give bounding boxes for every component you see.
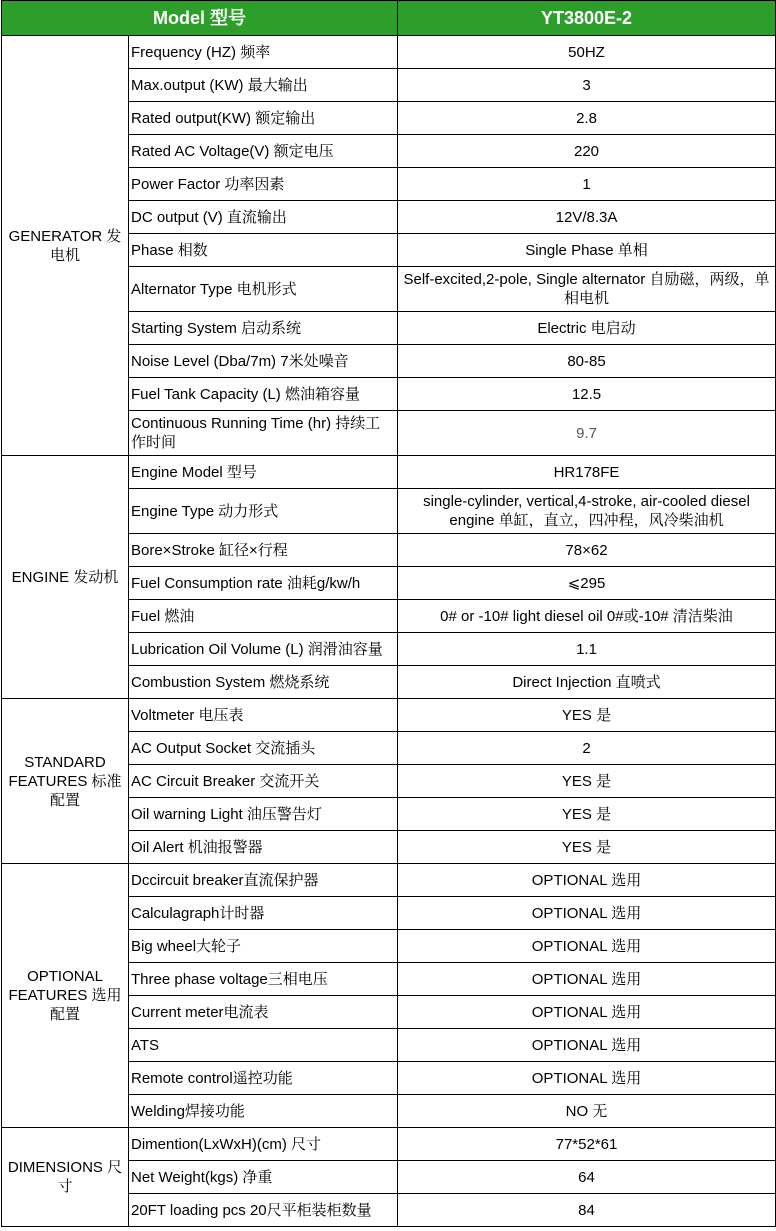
param-cell: Calculagraph计时器 — [129, 897, 398, 930]
value-cell: Direct Injection 直喷式 — [398, 666, 776, 699]
param-cell: ATS — [129, 1029, 398, 1062]
param-cell: Welding焊接功能 — [129, 1095, 398, 1128]
spec-table — [1, 0, 776, 1227]
param-cell: Fuel Tank Capacity (L) 燃油箱容量 — [129, 378, 398, 411]
value-cell: OPTIONAL 选用 — [398, 1029, 776, 1062]
value-cell: 78×62 — [398, 534, 776, 567]
param-cell: Engine Type 动力形式 — [129, 489, 398, 534]
value-cell: HR178FE — [398, 456, 776, 489]
param-cell: Current meter电流表 — [129, 996, 398, 1029]
param-cell: Remote control遥控功能 — [129, 1062, 398, 1095]
value-cell: 0# or -10# light diesel oil 0#或-10# 清洁柴油 — [398, 600, 776, 633]
table-row — [2, 699, 776, 732]
param-cell: AC Output Socket 交流插头 — [129, 732, 398, 765]
value-cell: 3 — [398, 69, 776, 102]
value-cell: OPTIONAL 选用 — [398, 963, 776, 996]
value-cell: YES 是 — [398, 798, 776, 831]
param-cell: Oil warning Light 油压警告灯 — [129, 798, 398, 831]
param-cell: Starting System 启动系统 — [129, 312, 398, 345]
param-cell: Noise Level (Dba/7m) 7米处噪音 — [129, 345, 398, 378]
value-cell: OPTIONAL 选用 — [398, 930, 776, 963]
param-cell: Alternator Type 电机形式 — [129, 267, 398, 312]
value-cell: YES 是 — [398, 699, 776, 732]
param-cell: Lubrication Oil Volume (L) 润滑油容量 — [129, 633, 398, 666]
param-cell: Power Factor 功率因素 — [129, 168, 398, 201]
table-row — [2, 864, 776, 897]
category-generator: GENERATOR 发电机 — [2, 36, 129, 456]
value-cell: 84 — [398, 1194, 776, 1227]
value-cell: 12V/8.3A — [398, 201, 776, 234]
value-cell: OPTIONAL 选用 — [398, 897, 776, 930]
value-cell: single-cylinder, vertical,4-stroke, air-cooled diesel engine 单缸，直立，四冲程，风冷柴油机 — [398, 489, 776, 534]
value-cell: 2 — [398, 732, 776, 765]
value-cell: OPTIONAL 选用 — [398, 996, 776, 1029]
param-cell: Max.output (KW) 最大输出 — [129, 69, 398, 102]
category-optional-features: OPTIONAL FEATURES 选用配置 — [2, 864, 129, 1128]
param-cell: Continuous Running Time (hr) 持续工作时间 — [129, 411, 398, 456]
param-cell: Three phase voltage三相电压 — [129, 963, 398, 996]
value-cell: YES 是 — [398, 831, 776, 864]
param-cell: Combustion System 燃烧系统 — [129, 666, 398, 699]
param-cell: Fuel Consumption rate 油耗g/kw/h — [129, 567, 398, 600]
value-cell: 1.1 — [398, 633, 776, 666]
category-dimensions: DIMENSIONS 尺寸 — [2, 1128, 129, 1227]
value-cell: 50HZ — [398, 36, 776, 69]
param-cell: 20FT loading pcs 20尺平柜装柜数量 — [129, 1194, 398, 1227]
value-cell: Self-excited,2-pole, Single alternator 自励磁，两级，单相电机 — [398, 267, 776, 312]
value-cell: 77*52*61 — [398, 1128, 776, 1161]
param-cell: Dimention(LxWxH)(cm) 尺寸 — [129, 1128, 398, 1161]
param-cell: Bore×Stroke 缸径×行程 — [129, 534, 398, 567]
value-cell: YES 是 — [398, 765, 776, 798]
value-cell: 64 — [398, 1161, 776, 1194]
value-cell: OPTIONAL 选用 — [398, 864, 776, 897]
value-cell: ⩽295 — [398, 567, 776, 600]
value-cell: NO 无 — [398, 1095, 776, 1128]
param-cell: Rated output(KW) 额定输出 — [129, 102, 398, 135]
param-cell: Big wheel大轮子 — [129, 930, 398, 963]
table-row — [2, 36, 776, 69]
value-cell: 12.5 — [398, 378, 776, 411]
model-label: Model 型号 — [2, 1, 398, 36]
param-cell: Net Weight(kgs) 净重 — [129, 1161, 398, 1194]
param-cell: Frequency (HZ) 频率 — [129, 36, 398, 69]
param-cell: Rated AC Voltage(V) 额定电压 — [129, 135, 398, 168]
table-row — [2, 1128, 776, 1161]
param-cell: AC Circuit Breaker 交流开关 — [129, 765, 398, 798]
param-cell: Voltmeter 电压表 — [129, 699, 398, 732]
header-row — [2, 1, 776, 36]
category-engine: ENGINE 发动机 — [2, 456, 129, 699]
table-row — [2, 456, 776, 489]
param-cell: Fuel 燃油 — [129, 600, 398, 633]
param-cell: Dccircuit breaker直流保护器 — [129, 864, 398, 897]
value-cell: Single Phase 单相 — [398, 234, 776, 267]
param-cell: DC output (V) 直流输出 — [129, 201, 398, 234]
param-cell: Phase 相数 — [129, 234, 398, 267]
param-cell: Engine Model 型号 — [129, 456, 398, 489]
value-cell: OPTIONAL 选用 — [398, 1062, 776, 1095]
value-cell: 220 — [398, 135, 776, 168]
value-cell: 80-85 — [398, 345, 776, 378]
model-value: YT3800E-2 — [398, 1, 776, 36]
value-cell: Electric 电启动 — [398, 312, 776, 345]
value-cell: 9.7 — [398, 411, 776, 456]
category-standard-features: STANDARD FEATURES 标准配置 — [2, 699, 129, 864]
param-cell: Oil Alert 机油报警器 — [129, 831, 398, 864]
value-cell: 1 — [398, 168, 776, 201]
value-cell: 2.8 — [398, 102, 776, 135]
